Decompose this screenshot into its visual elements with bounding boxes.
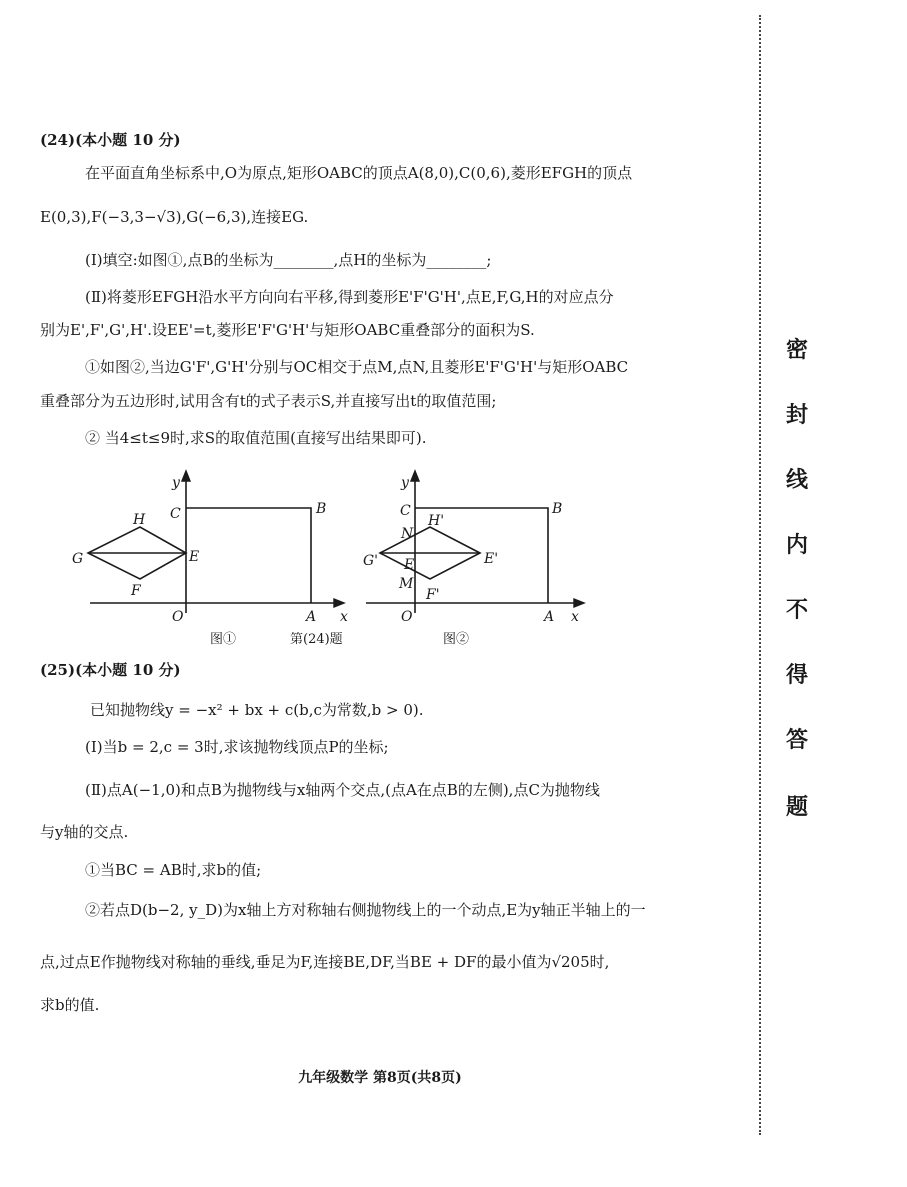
seal-char-3: 线: [785, 468, 808, 493]
fig1-label-b: B: [316, 501, 327, 517]
q25-part2b: 与y轴的交点.: [40, 823, 129, 841]
fig2-label-c: C: [400, 503, 411, 519]
q25-sub2a: ②若点D(b−2, y_D)为x轴上方对称轴右侧抛物线上的一个动点,E为y轴正半轴上的一: [85, 901, 646, 919]
q25-sub1: ①当BC = AB时,求b的值;: [85, 861, 262, 879]
fig2-caption: 图②: [443, 632, 470, 647]
seal-char-2: 封: [785, 403, 808, 428]
fig1-label-y: y: [172, 475, 180, 491]
q24-sub1a: ①如图②,当边G'F',G'H'分别与OC相交于点M,点N,且菱形E'F'G'H'与矩形OABC: [85, 358, 629, 376]
seal-char-6: 得: [785, 663, 808, 688]
fig2-label-m: M: [399, 576, 414, 592]
seal-dotted-line: [759, 15, 761, 1135]
fig2-label-a: A: [544, 609, 555, 625]
q25-sub2b: 点,过点E作抛物线对称轴的垂线,垂足为F,连接BE,DF,当BE + DF的最小值为√205时,: [40, 953, 610, 971]
fig2-label-o: O: [401, 609, 413, 625]
q24-heading: (24)(本小题 10 分): [40, 131, 181, 149]
fig1-label-c: C: [170, 506, 181, 522]
fig2-label-f-prime: F': [426, 587, 440, 603]
q24-line1: 在平面直角坐标系中,O为原点,矩形OABC的顶点A(8,0),C(0,6),菱形EFGH的顶点: [85, 164, 633, 182]
q25-part1: (Ⅰ)当b = 2,c = 3时,求该抛物线顶点P的坐标;: [85, 738, 389, 756]
fig1-rectangle: [186, 508, 311, 603]
q24-part1: (Ⅰ)填空:如图①,点B的坐标为________,点H的坐标为________;: [85, 251, 492, 269]
q24-sub1b: 重叠部分为五边形时,试用含有t的式子表示S,并直接写出t的取值范围;: [40, 392, 497, 410]
q24-sub2: ② 当4≤t≤9时,求S的取值范围(直接写出结果即可).: [85, 429, 427, 447]
fig2-label-y: y: [401, 475, 409, 491]
seal-char-1: 密: [785, 338, 808, 363]
seal-char-5: 不: [785, 598, 808, 623]
fig2-label-x: x: [571, 609, 579, 625]
fig2-label-b: B: [552, 501, 563, 517]
fig1-label-f: F: [131, 583, 141, 599]
q24-line2: E(0,3),F(−3,3−√3),G(−6,3),连接EG.: [40, 208, 309, 226]
q24-figures: [0, 465, 760, 650]
fig1-caption: 图①: [210, 632, 237, 647]
fig1-label-e: E: [189, 549, 200, 565]
q25-heading: (25)(本小题 10 分): [40, 661, 181, 679]
q25-sub2c: 求b的值.: [40, 996, 100, 1014]
fig2-label-n: N: [401, 526, 414, 542]
seal-char-7: 答: [785, 728, 808, 753]
fig2-label-g-prime: G': [363, 553, 379, 569]
fig2-y-arrow: [411, 471, 419, 481]
q25-part2a: (Ⅱ)点A(−1,0)和点B为抛物线与x轴两个交点,(点A在点B的左侧),点C为抛物线: [85, 781, 600, 799]
seal-char-4: 内: [785, 533, 808, 558]
fig1-label-g: G: [72, 551, 84, 567]
q24-part2a: (Ⅱ)将菱形EFGH沿水平方向向右平移,得到菱形E'F'G'H',点E,F,G,H的对应点分: [85, 288, 614, 306]
page-footer: 九年级数学 第8页(共8页): [298, 1070, 462, 1086]
fig2-label-e: E: [404, 557, 415, 573]
fig-caption-mid: 第(24)题: [290, 632, 343, 647]
fig1-label-h: H: [133, 512, 146, 528]
fig1-x-arrow: [334, 599, 344, 607]
fig1-label-a: A: [306, 609, 317, 625]
fig2-x-arrow: [574, 599, 584, 607]
fig1-label-x: x: [340, 609, 348, 625]
seal-char-8: 题: [785, 795, 808, 820]
q25-line1: 已知抛物线y = −x² + bx + c(b,c为常数,b > 0).: [90, 701, 424, 719]
fig2-label-h-prime: H': [428, 513, 445, 529]
q24-part2b: 别为E',F',G',H'.设EE'=t,菱形E'F'G'H'与矩形OABC重叠部分的面积为S.: [40, 321, 535, 339]
fig1-label-o: O: [172, 609, 184, 625]
fig2-label-e-prime: E': [484, 551, 499, 567]
fig1-y-arrow: [182, 471, 190, 481]
